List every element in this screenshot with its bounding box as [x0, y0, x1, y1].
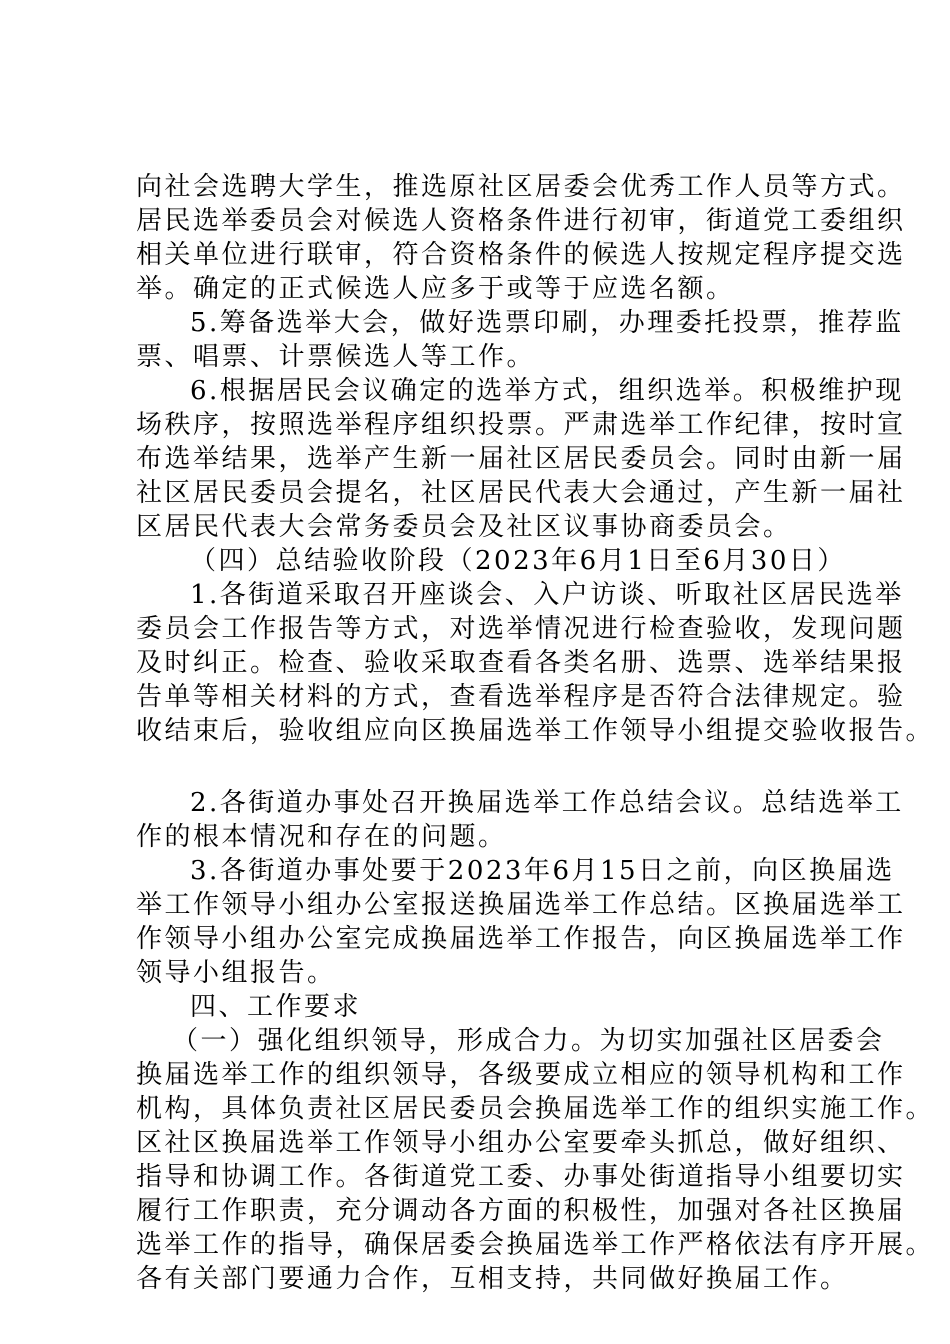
text-line: 相关单位进行联审，符合资格条件的候选人按规定程序提交选 [136, 240, 906, 270]
text-line: 2.各街道办事处召开换届选举工作总结会议。总结选举工 [190, 788, 904, 818]
text-line: 作领导小组办公室完成换届选举工作报告，向区换届选举工作 [136, 924, 906, 954]
text-line: 布选举结果，选举产生新一届社区居民委员会。同时由新一届 [136, 444, 906, 474]
text-line: 区居民代表大会常务委员会及社区议事协商委员会。 [136, 512, 792, 542]
text-line: 及时纠正。检查、验收采取查看各类名册、选票、选举结果报 [136, 648, 906, 678]
text-line: 3.各街道办事处要于2023年6月15日之前，向区换届选 [190, 856, 895, 886]
text-line: 选举工作的指导，确保居委会换届选举工作严格依法有序开展。 [136, 1230, 935, 1260]
section-heading: （一）强化组织领导，形成合力。为切实加强社区居委会 [172, 1026, 885, 1056]
text-line: 举。确定的正式候选人应多于或等于应选名额。 [136, 274, 735, 304]
text-line: 6.根据居民会议确定的选举方式，组织选举。积极维护现 [190, 376, 904, 406]
text-line: 作的根本情况和存在的问题。 [136, 822, 507, 852]
text-line: 区社区换届选举工作领导小组办公室要牵头抓总，做好组织、 [136, 1128, 906, 1158]
text-line: 1.各街道采取召开座谈会、入户访谈、听取社区居民选举 [190, 580, 904, 610]
text-line: 委员会工作报告等方式，对选举情况进行检查验收，发现问题 [136, 614, 906, 644]
text-line: 向社会选聘大学生，推选原社区居委会优秀工作人员等方式。 [136, 172, 906, 202]
text-line: 场秩序，按照选举程序组织投票。严肃选举工作纪律，按时宣 [136, 410, 906, 440]
text-line: 居民选举委员会对候选人资格条件进行初审，街道党工委组织 [136, 206, 906, 236]
section-heading: （四）总结验收阶段（2023年6月1日至6月30日） [190, 546, 846, 576]
text-line: 领导小组报告。 [136, 958, 336, 988]
section-heading: 四、工作要求 [190, 992, 362, 1022]
text-line: 票、唱票、计票候选人等工作。 [136, 342, 536, 372]
text-line: 举工作领导小组办公室报送换届选举工作总结。区换届选举工 [136, 890, 906, 920]
text-line: 履行工作职责，充分调动各方面的积极性，加强对各社区换届 [136, 1196, 906, 1226]
text-line: 社区居民委员会提名，社区居民代表大会通过，产生新一届社 [136, 478, 906, 508]
text-line: 收结束后，验收组应向区换届选举工作领导小组提交验收报告。 [136, 716, 935, 746]
text-line: 指导和协调工作。各街道党工委、办事处街道指导小组要切实 [136, 1162, 906, 1192]
text-line: 换届选举工作的组织领导，各级要成立相应的领导机构和工作 [136, 1060, 906, 1090]
text-line: 告单等相关材料的方式，查看选举程序是否符合法律规定。验 [136, 682, 906, 712]
text-line: 5.筹备选举大会，做好选票印刷，办理委托投票，推荐监 [190, 308, 904, 338]
text-line: 机构，具体负责社区居民委员会换届选举工作的组织实施工作。 [136, 1094, 935, 1124]
text-line: 各有关部门要通力合作，互相支持，共同做好换届工作。 [136, 1264, 849, 1294]
